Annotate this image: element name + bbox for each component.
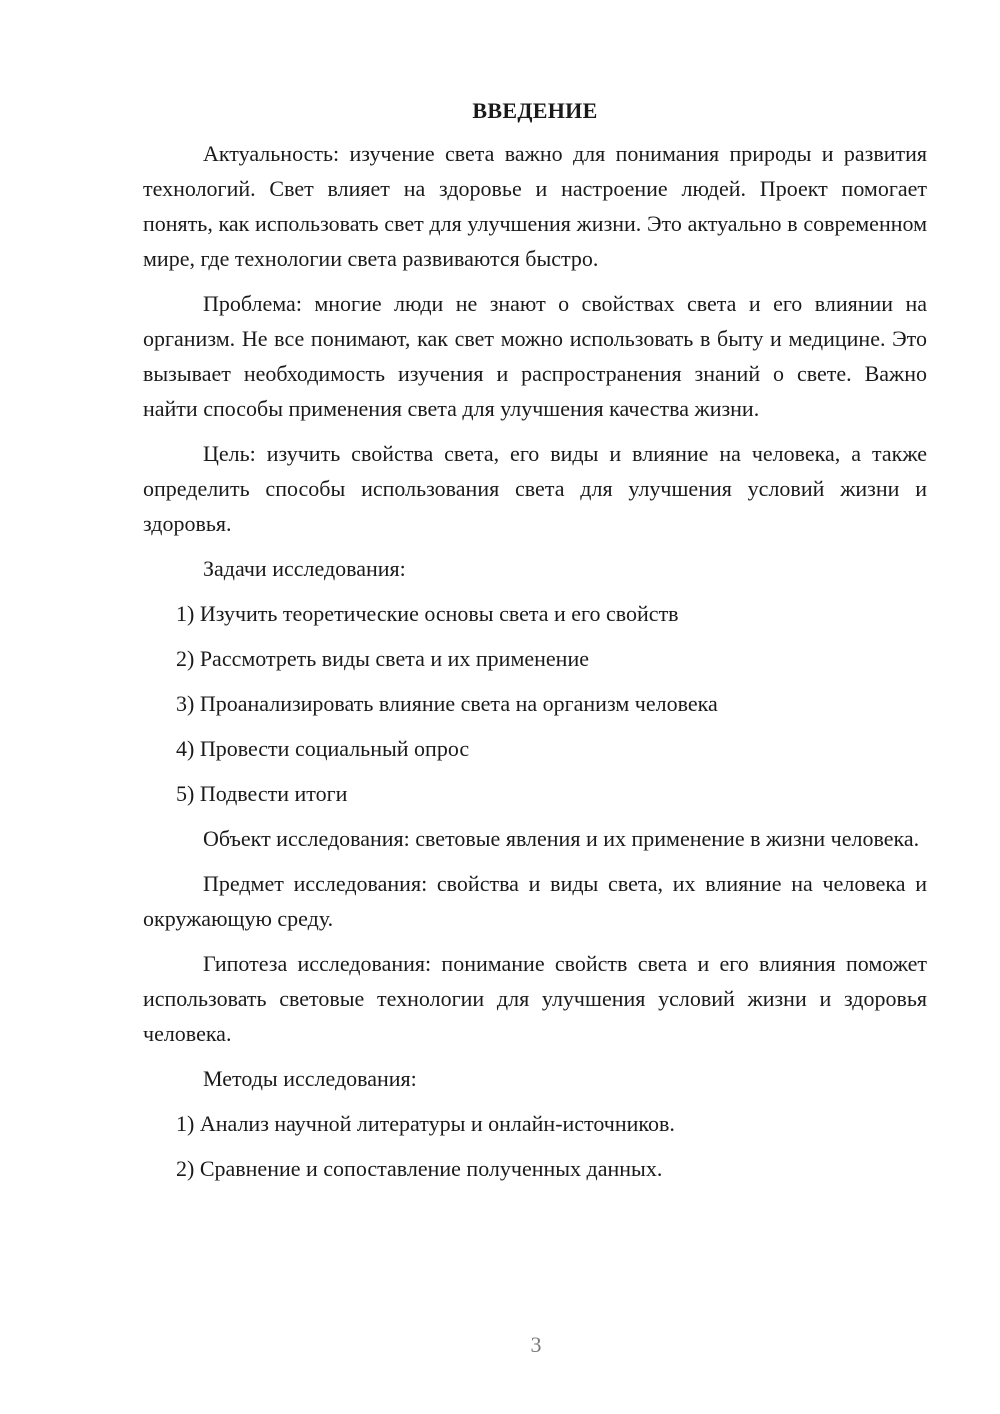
- object-paragraph: Объект исследования: световые явления и их применение в жизни человека.: [203, 826, 920, 851]
- list-item: 4) Провести социальный опрос: [176, 736, 470, 761]
- goal-paragraph: Цель: изучить свойства света, его виды и влияние на человека, а также определить способы использования света для улучшения условий жизни и здоровья.: [143, 441, 927, 536]
- problem-paragraph: Проблема: многие люди не знают о свойствах света и его влиянии на организм. Не все понимают, как свет можно использовать в быту и медицине. Это вызывает необходимость изучения и распространения знаний о свете. Важно найти способы применения света для улучшения качества жизни.: [143, 291, 927, 421]
- list-item: 1) Анализ научной литературы и онлайн-источников.: [176, 1111, 675, 1136]
- tasks-list: [143, 596, 927, 811]
- page-content: [143, 94, 927, 1196]
- page-title: ВВЕДЕНИЕ: [472, 98, 598, 123]
- list-item: 1) Изучить теоретические основы света и его свойств: [176, 601, 679, 626]
- relevance-paragraph: Актуальность: изучение света важно для понимания природы и развития технологий. Свет влияет на здоровье и настроение людей. Проект помогает понять, как использовать свет для улучшения жизни. Это актуально в современном мире, где технологии света развиваются быстро.: [143, 141, 927, 271]
- methods-list: [143, 1106, 927, 1186]
- list-item: 5) Подвести итоги: [176, 781, 348, 806]
- tasks-heading: Задачи исследования:: [203, 556, 406, 581]
- page-number: 3: [530, 1332, 542, 1357]
- subject-paragraph: Предмет исследования: свойства и виды света, их влияние на человека и окружающую среду.: [143, 871, 927, 931]
- list-item: 3) Проанализировать влияние света на организм человека: [176, 691, 718, 716]
- methods-heading: Методы исследования:: [203, 1066, 417, 1091]
- list-item: 2) Сравнение и сопоставление полученных данных.: [176, 1156, 663, 1181]
- list-item: 2) Рассмотреть виды света и их применение: [176, 646, 589, 671]
- hypothesis-paragraph: Гипотеза исследования: понимание свойств света и его влияния поможет использовать световые технологии для улучшения условий жизни и здоровья человека.: [143, 951, 927, 1046]
